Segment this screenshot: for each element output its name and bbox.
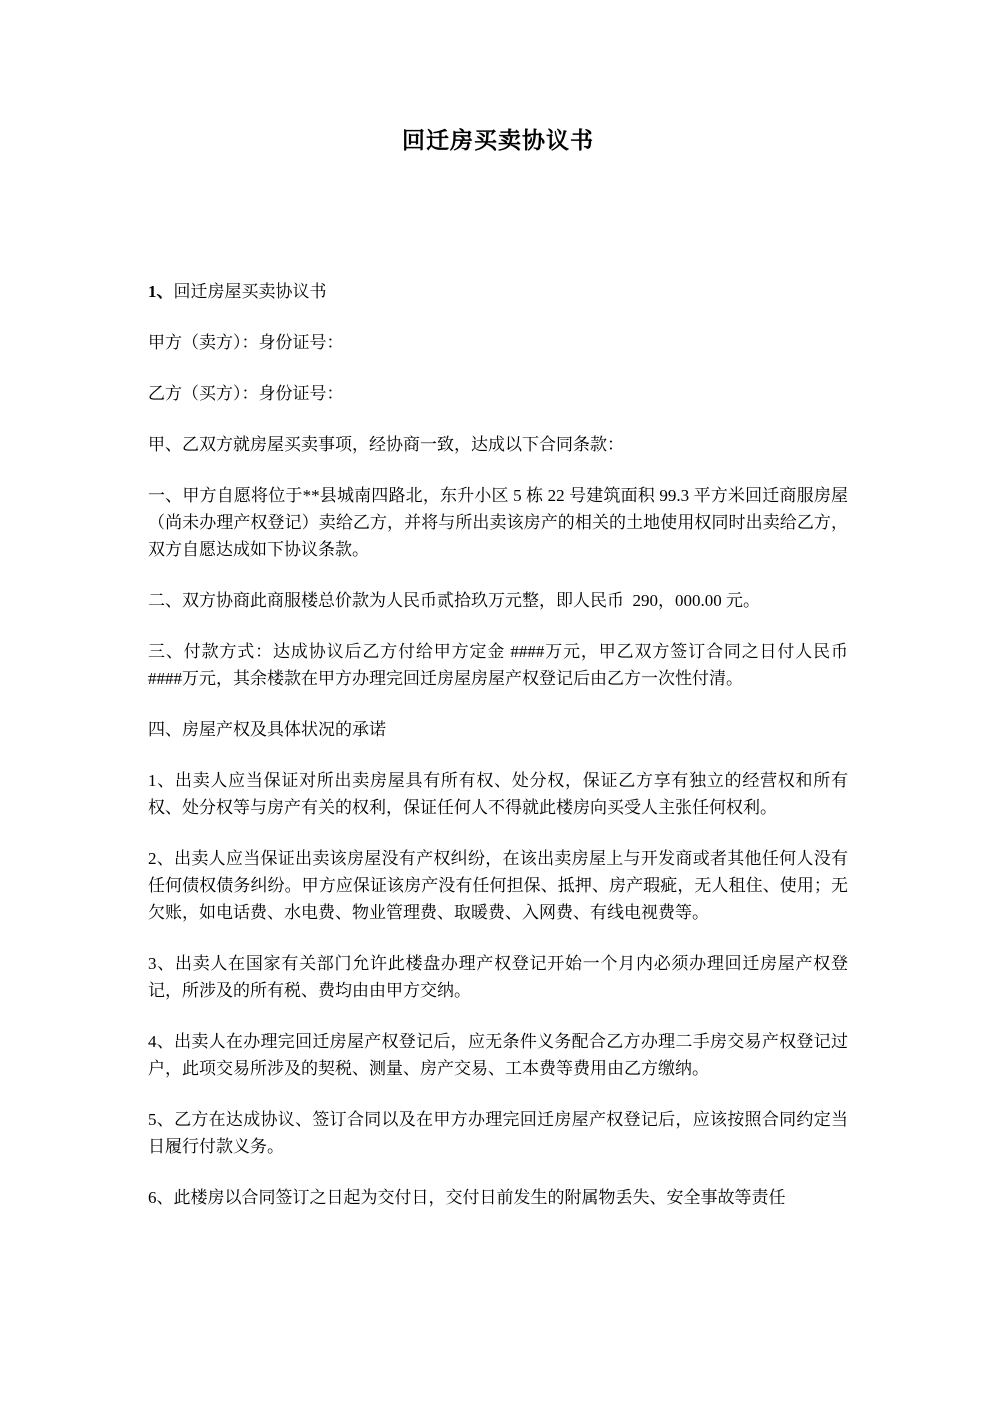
subtitle-line — [148, 278, 848, 305]
paragraph-party-b: 乙方（买方）：身份证号： — [148, 384, 344, 403]
paragraph-item-2: 2、出卖人应当保证出卖该房屋没有产权纠纷，在该出卖房屋上与开发商或者其他任何人没有任何债权债务纠纷。甲方应保证该房产没有任何担保、抵押、房产瑕疵，无人租住、使用；无欠账，如电话费、水电费、物业管理费、取暖费、入网费、有线电视费等。 — [148, 849, 848, 922]
document-title: 回迁房买卖协议书 — [402, 128, 594, 153]
subtitle-number: 1、 — [148, 282, 174, 301]
paragraph-clause-3: 三、付款方式：达成协议后乙方付给甲方定金 ####万元，甲乙双方签订合同之日付人民币####万元，其余楼款在甲方办理完回迁房屋房屋产权登记后由乙方一次性付清。 — [148, 642, 848, 688]
paragraph-item-3: 3、出卖人在国家有关部门允许此楼盘办理产权登记开始一个月内必须办理回迁房屋产权登记，所涉及的所有税、费均由由甲方交纳。 — [148, 954, 848, 1000]
paragraph-item-4: 4、出卖人在办理完回迁房屋产权登记后，应无条件义务配合乙方办理二手房交易产权登记过户，此项交易所涉及的契税、测量、房产交易、工本费等费用由乙方缴纳。 — [148, 1032, 848, 1078]
paragraph-item-6: 6、此楼房以合同签订之日起为交付日，交付日前发生的附属物丢失、安全事故等责任 — [148, 1188, 786, 1207]
paragraph-preamble: 甲、乙双方就房屋买卖事项，经协商一致，达成以下合同条款： — [148, 435, 624, 454]
paragraph-item-5: 5、乙方在达成协议、签订合同以及在甲方办理完回迁房屋产权登记后，应该按照合同约定当日履行付款义务。 — [148, 1110, 848, 1156]
document-body — [148, 278, 848, 1211]
paragraph-item-1: 1、出卖人应当保证对所出卖房屋具有所有权、处分权，保证乙方享有独立的经营权和所有权、处分权等与房产有关的权利，保证任何人不得就此楼房向买受人主张任何权利。 — [148, 771, 848, 817]
paragraph-party-a: 甲方（卖方）：身份证号： — [148, 333, 344, 352]
paragraph-clause-4-heading: 四、房屋产权及具体状况的承诺 — [148, 720, 386, 739]
paragraph-clause-2: 二、双方协商此商服楼总价款为人民币贰拾玖万元整，即人民币 290，000.00 元。 — [148, 591, 760, 610]
subtitle-text: 回迁房屋买卖协议书 — [173, 282, 327, 301]
paragraph-clause-1: 一、甲方自愿将位于**县城南四路北，东升小区 5 栋 22 号建筑面积 99.3 平方米回迁商服房屋（尚未办理产权登记）卖给乙方，并将与所出卖该房产的相关的土地使用权同时出卖给乙方，双方自愿达成如下协议条款。 — [148, 486, 848, 559]
